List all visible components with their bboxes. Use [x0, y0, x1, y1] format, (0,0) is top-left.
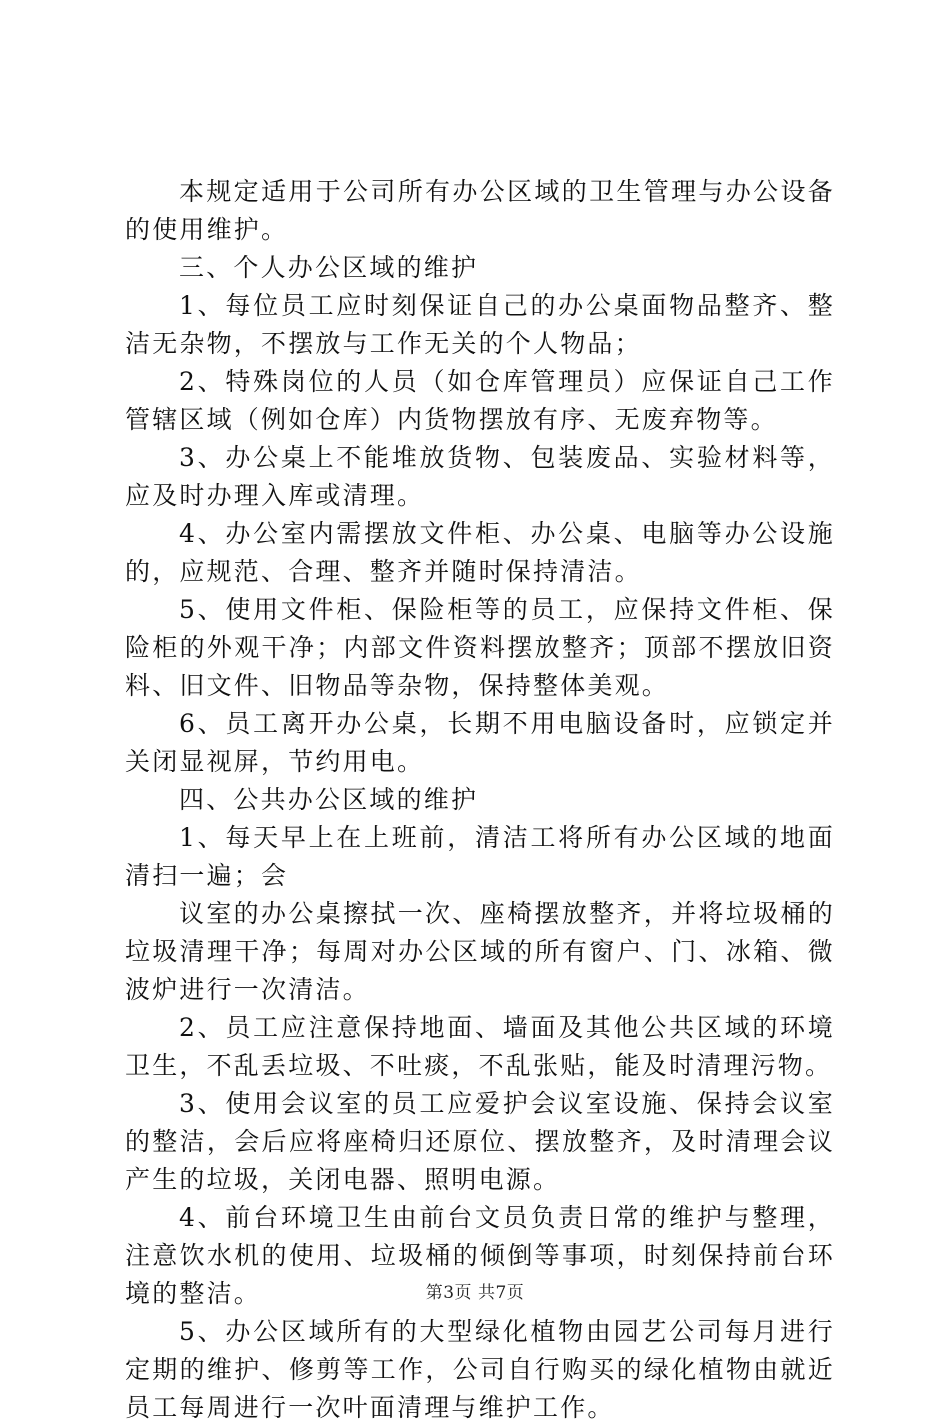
paragraph-personal-3: 3、办公桌上不能堆放货物、包装废品、实验材料等，应及时办理入库或清理。: [125, 443, 835, 510]
heading-section-4: 四、公共办公区域的维护: [179, 785, 479, 814]
paragraph-scope: 本规定适用于公司所有办公区域的卫生管理与办公设备的使用维护。: [125, 177, 835, 244]
paragraph-personal-1: 1、每位员工应时刻保证自己的办公桌面物品整齐、整洁无杂物，不摆放与工作无关的个人物品；: [125, 291, 835, 358]
paragraph-personal-2: 2、特殊岗位的人员（如仓库管理员）应保证自己工作管辖区域（例如仓库）内货物摆放有序、无废弃物等。: [125, 367, 835, 434]
document-body: [125, 173, 835, 1427]
paragraph-public-1-cont: 议室的办公桌擦拭一次、座椅摆放整齐，并将垃圾桶的垃圾清理干净；每周对办公区域的所有窗户、门、冰箱、微波炉进行一次清洁。: [125, 899, 835, 1004]
paragraph-personal-4: 4、办公室内需摆放文件柜、办公桌、电脑等办公设施的，应规范、合理、整齐并随时保持清洁。: [125, 519, 835, 586]
page-number-footer: 第3页 共7页: [425, 1283, 525, 1303]
paragraph-public-5: 5、办公区域所有的大型绿化植物由园艺公司每月进行定期的维护、修剪等工作，公司自行购买的绿化植物由就近员工每周进行一次叶面清理与维护工作。: [125, 1317, 835, 1422]
paragraph-personal-5: 5、使用文件柜、保险柜等的员工，应保持文件柜、保险柜的外观干净；内部文件资料摆放整齐；顶部不摆放旧资料、旧文件、旧物品等杂物，保持整体美观。: [125, 595, 835, 700]
heading-section-3: 三、个人办公区域的维护: [179, 253, 479, 282]
paragraph-public-1: 1、每天早上在上班前，清洁工将所有办公区域的地面清扫一遍；会: [125, 823, 835, 890]
paragraph-public-4: 4、前台环境卫生由前台文员负责日常的维护与整理，注意饮水机的使用、垃圾桶的倾倒等事项，时刻保持前台环境的整洁。: [125, 1203, 835, 1308]
paragraph-personal-6: 6、员工离开办公桌，长期不用电脑设备时，应锁定并关闭显视屏，节约用电。: [125, 709, 835, 776]
paragraph-public-3: 3、使用会议室的员工应爱护会议室设施、保持会议室的整洁，会后应将座椅归还原位、摆放整齐，及时清理会议产生的垃圾，关闭电器、照明电源。: [125, 1089, 835, 1194]
paragraph-public-2: 2、员工应注意保持地面、墙面及其他公共区域的环境卫生，不乱丢垃圾、不吐痰，不乱张贴，能及时清理污物。: [125, 1013, 835, 1080]
